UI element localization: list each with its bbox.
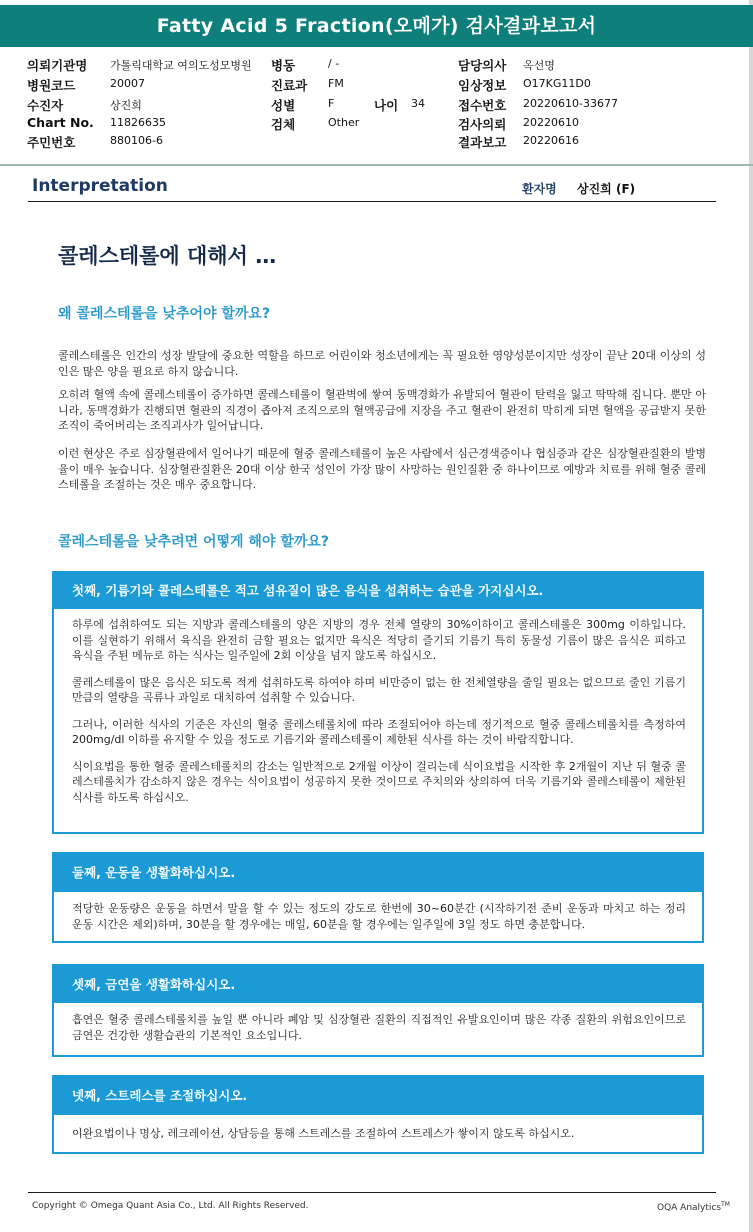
brand-text — [657, 1201, 730, 1213]
advice-paragraph: 식이요법을 통한 혈중 콜레스테롤치의 감소는 일반적으로 2개월 이상이 걸리는데 식이요법을 시작한 후 2개월이 지난 뒤 혈중 콜레스테롤치가 감소하지 않은 경우는 식이요법이 성공하지 못한 것이므로 주치의와 상의하여 더욱 기름기와 콜레스테롤이 제한된 식사를 하도록 하십시오. — [72, 759, 686, 804]
collector-value: 상진희 — [110, 99, 142, 112]
result-date-label: 결과보고 — [458, 135, 507, 150]
request-date-label: 검사의뢰 — [458, 117, 507, 132]
sex-label: 성별 — [271, 98, 296, 113]
dept-value: FM — [328, 77, 344, 90]
sex-value: F — [328, 97, 335, 110]
advice-box-1 — [52, 571, 704, 834]
advice-paragraph: 이완요법이나 명상, 레크레이션, 상담등을 통해 스트레스를 조절하여 스트레스가 쌓이지 않도록 하십시오. — [72, 1127, 575, 1140]
advice-box-body — [54, 609, 702, 805]
paragraph-3: 이런 현상은 주로 심장혈관에서 일어나기 때문에 혈중 콜레스테롤이 높은 사람에서 심근경색증이나 협심증과 같은 심장혈관질환의 발병율이 매우 높습니다. 심장혈관질환은 20대 이상 한국 성인이 가장 많이 사망하는 원인질환 중 하나이므로 예방과 치료를 위해 혈중 콜레스테롤을 조절하는 것은 매우 중요합니다. — [58, 447, 706, 491]
section-heading: 콜레스테롤에 대해서 … — [58, 244, 277, 268]
resident-no-value: 880106-6 — [110, 134, 163, 147]
ward-value: / - — [328, 57, 340, 70]
receipt-no-label: 접수번호 — [458, 98, 507, 113]
advice-paragraph: 흡연은 혈중 콜레스테롤치를 높일 뿐 아니라 폐암 및 심장혈관 질환의 직접적인 유발요인이며 많은 각종 질환의 위험요인이므로 금연은 건강한 생활습관의 기본적인 요소입니다. — [72, 1013, 686, 1042]
chart-no-label: Chart No. — [27, 115, 94, 130]
ward-label: 병동 — [271, 58, 296, 73]
footer-divider — [28, 1192, 716, 1193]
copyright-text: Copyright © Omega Quant Asia Co., Ltd. All Rights Reserved. — [32, 1201, 309, 1211]
patient-info-table — [0, 52, 753, 162]
dept-label: 진료과 — [271, 78, 308, 93]
patient-name-label: 환자명 — [522, 182, 557, 196]
advice-box-4 — [52, 1075, 704, 1154]
page-edge-shadow — [749, 0, 753, 1232]
advice-box-title: 셋째, 금연을 생활화하십시오. — [54, 966, 702, 1003]
patient-name-value: 상진희 (F) — [577, 182, 636, 196]
advice-box-body — [54, 1003, 702, 1043]
collector-label: 수진자 — [27, 98, 64, 113]
doctor-value: 옥선명 — [523, 59, 555, 72]
resident-no-label: 주민번호 — [27, 135, 76, 150]
advice-paragraph: 하루에 섭취하여도 되는 지방과 콜레스테롤의 양은 지방의 경우 전체 열량의 30%이하이고 콜레스테롤은 300mg 이하입니다. 이를 실현하기 위해서 육식을 완전히 금할 필요는 없지만 육식은 적당히 즐기되 기름기 특히 동물성 기름이 많은 음식은 피하고 육식을 주된 메뉴로 하는 식사는 일주일에 2회 이상을 넘지 않도록 하십시오. — [72, 618, 686, 662]
institution-value: 가톨릭대학교 여의도성모병원 — [110, 59, 252, 72]
advice-box-body — [54, 892, 702, 932]
paragraph-2: 오히려 혈액 속에 콜레스테롤이 증가하면 콜레스테롤이 혈관벽에 쌓여 동맥경화가 유발되어 혈관이 탄력을 잃고 딱딱해 집니다. 뿐만 아니라, 동맥경화가 진행되면 혈관의 직경이 좁아져 조직으로의 혈액공급에 지장을 주고 혈관이 완전히 막히게 되면 혈액을 공급받지 못한 조직이 죽어버리는 조직괴사가 일어납니다. — [58, 388, 706, 432]
clinical-info-value: O17KG11D0 — [523, 77, 591, 90]
trademark-mark: TM — [721, 1201, 730, 1208]
info-divider — [0, 164, 753, 166]
interpretation-title: Interpretation — [32, 176, 168, 196]
paragraph-1: 콜레스테롤은 인간의 성장 발달에 중요한 역할을 하므로 어린이와 청소년에게는 꼭 필요한 영양성분이지만 성장이 끝난 20대 이상의 성인은 많은 양을 필요로 하지 않습니다. — [58, 349, 706, 378]
interpretation-divider — [28, 201, 716, 202]
hospital-code-value: 20007 — [110, 77, 145, 90]
chart-no-value: 11826635 — [110, 116, 166, 129]
age-value: 34 — [411, 97, 425, 110]
advice-box-title: 둘째, 운동을 생활화하십시오. — [54, 854, 702, 892]
institution-label: 의뢰기관명 — [27, 58, 88, 73]
brand-name: OQA Analytics — [657, 1203, 722, 1213]
advice-box-2 — [52, 852, 704, 943]
advice-box-3 — [52, 964, 704, 1057]
report-title: Fatty Acid 5 Fraction(오메가) 검사결과보고서 — [0, 5, 753, 47]
question-heading-2: 콜레스테롤을 낮추려면 어떻게 해야 할까요? — [58, 534, 330, 550]
doctor-label: 담당의사 — [458, 58, 507, 73]
specimen-label: 검체 — [271, 117, 296, 132]
clinical-info-label: 임상정보 — [458, 78, 507, 93]
result-date-value: 20220616 — [523, 134, 579, 147]
advice-paragraph: 그러나, 이러한 식사의 기준은 자신의 혈중 콜레스테롤치에 따라 조절되어야 하는데 정기적으로 혈중 콜레스테롤치를 측정하여 200mg/dl 이하를 유지할 수 있을 정도로 기름기와 콜레스테롤이 제한된 식사를 하는 것이 바람직합니다. — [72, 717, 686, 746]
receipt-no-value: 20220610-33677 — [523, 97, 618, 110]
advice-box-title: 넷째, 스트레스를 조절하십시오. — [54, 1077, 702, 1115]
advice-paragraph: 적당한 운동량은 운동을 하면서 말을 할 수 있는 정도의 강도로 한번에 30~60분간 (시작하기전 준비 운동과 마치고 하는 정리 운동 시간은 제외)하며, 30분을 할 경우에는 매일, 60분을 할 경우에는 일주일에 3일 정도 하면 충분합니다. — [72, 902, 686, 931]
advice-paragraph: 콜레스테롤이 많은 음식은 되도록 적게 섭취하도록 하여야 하며 비만증이 없는 한 전체열량을 줄일 필요는 없으므로 줄인 기름기만큼의 열량을 곡류나 과일로 대치하여 섭취할 수 있습니다. — [72, 675, 686, 704]
hospital-code-label: 병원코드 — [27, 78, 76, 93]
question-heading-1: 왜 콜레스테롤을 낮추어야 할까요? — [58, 306, 271, 322]
age-label: 나이 — [374, 98, 399, 113]
advice-box-body — [54, 1115, 702, 1142]
advice-box-title: 첫째, 기름기와 콜레스테롤은 적고 섬유질이 많은 음식을 섭취하는 습관을 가지십시오. — [54, 573, 702, 609]
request-date-value: 20220610 — [523, 116, 579, 129]
specimen-value: Other — [328, 116, 360, 129]
